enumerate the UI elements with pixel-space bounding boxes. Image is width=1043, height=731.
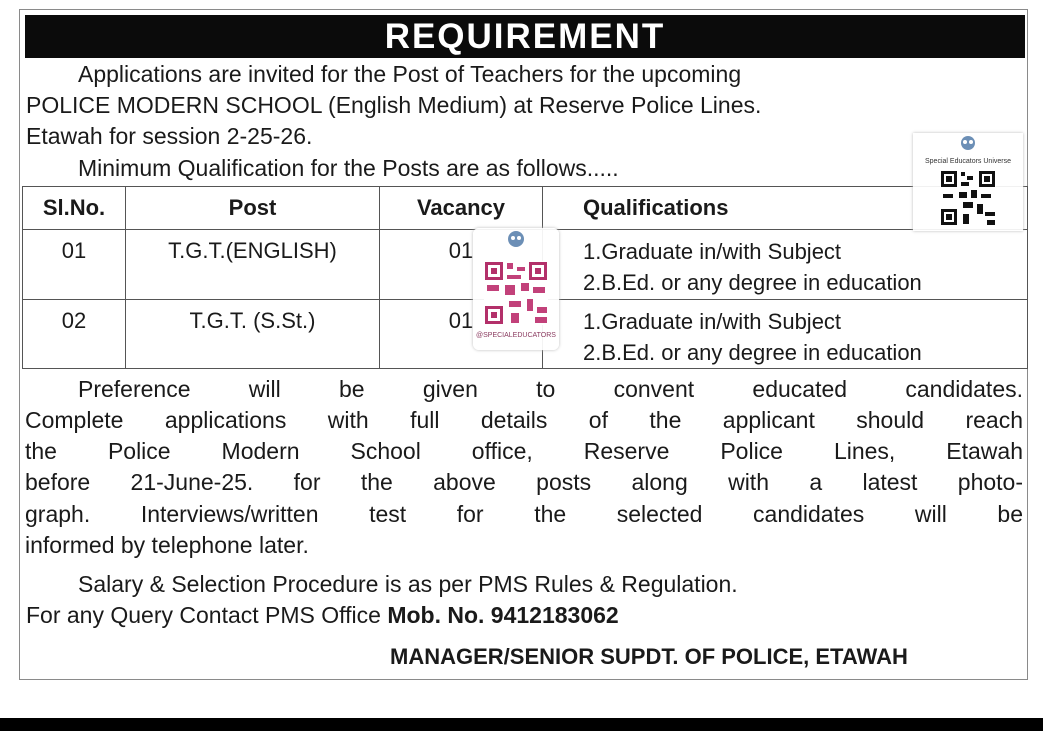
row-slno: 02: [23, 299, 126, 369]
bottom-band: [0, 718, 1043, 731]
qr-code-icon: [913, 166, 1023, 228]
qr-code-icon: [473, 255, 559, 327]
table-header-row: [23, 187, 1028, 230]
intro-line-2: POLICE MODERN SCHOOL (English Medium) at Reserve Police Lines.: [26, 92, 762, 118]
body-line-6: informed by telephone later.: [25, 532, 309, 558]
body-line-3: the Police Modern School office, Reserve Police Lines, Etawah: [25, 438, 1023, 464]
contact-line: [26, 602, 619, 629]
header-vacancy: Vacancy: [380, 187, 543, 230]
body-line-2: Complete applications with full details of the applicant should reach: [25, 407, 1023, 433]
watermark-qr-center: [473, 228, 559, 350]
qualification-1: 1.Graduate in/with Subject: [583, 239, 842, 264]
header-slno: Sl.No.: [23, 187, 126, 230]
watermark-qr-top: [913, 133, 1023, 231]
header-qualifications: Qualifications: [543, 187, 1028, 230]
owl-logo-icon: [913, 133, 1023, 153]
qualification-1: 1.Graduate in/with Subject: [583, 308, 842, 334]
watermark-brand: Special Educators Universe: [925, 158, 1011, 165]
intro-line-3: Etawah for session 2-25-26.: [26, 123, 313, 149]
mobile-number: Mob. No. 9412183062: [387, 602, 619, 628]
owl-logo-icon: [473, 228, 559, 250]
intro-line-4: Minimum Qualification for the Posts are as follows.....: [78, 155, 619, 181]
row-vacancy: 01: [380, 230, 543, 300]
notice-title: REQUIREMENT: [25, 15, 1025, 58]
signature: MANAGER/SENIOR SUPDT. OF POLICE, ETAWAH: [390, 644, 908, 669]
salary-line: Salary & Selection Procedure is as per PMS Rules & Regulation.: [78, 571, 738, 597]
row-post: T.G.T.(ENGLISH): [126, 230, 380, 300]
row-vacancy: 01: [380, 299, 543, 369]
row-qualifications: [543, 299, 1028, 369]
row-qualifications: [543, 230, 1028, 300]
qualification-2: 2.B.Ed. or any degree in education: [583, 270, 922, 295]
body-line-1: Preference will be given to convent educated candidates.: [78, 376, 1023, 402]
row-slno: 01: [23, 230, 126, 300]
watermark-handle: @SPECIALEDUCATORS: [476, 332, 556, 339]
body-line-4: before 21-June-25. for the above posts along with a latest photo-: [25, 469, 1023, 495]
contact-prefix: For any Query Contact PMS Office: [26, 602, 381, 628]
intro-line-1: Applications are invited for the Post of Teachers for the upcoming: [78, 61, 742, 87]
row-post: T.G.T. (S.St.): [126, 299, 380, 369]
body-line-5: graph. Interviews/written test for the selected candidates will be: [25, 501, 1023, 527]
header-post: Post: [126, 187, 380, 230]
qualification-2: 2.B.Ed. or any degree in education: [583, 339, 922, 365]
